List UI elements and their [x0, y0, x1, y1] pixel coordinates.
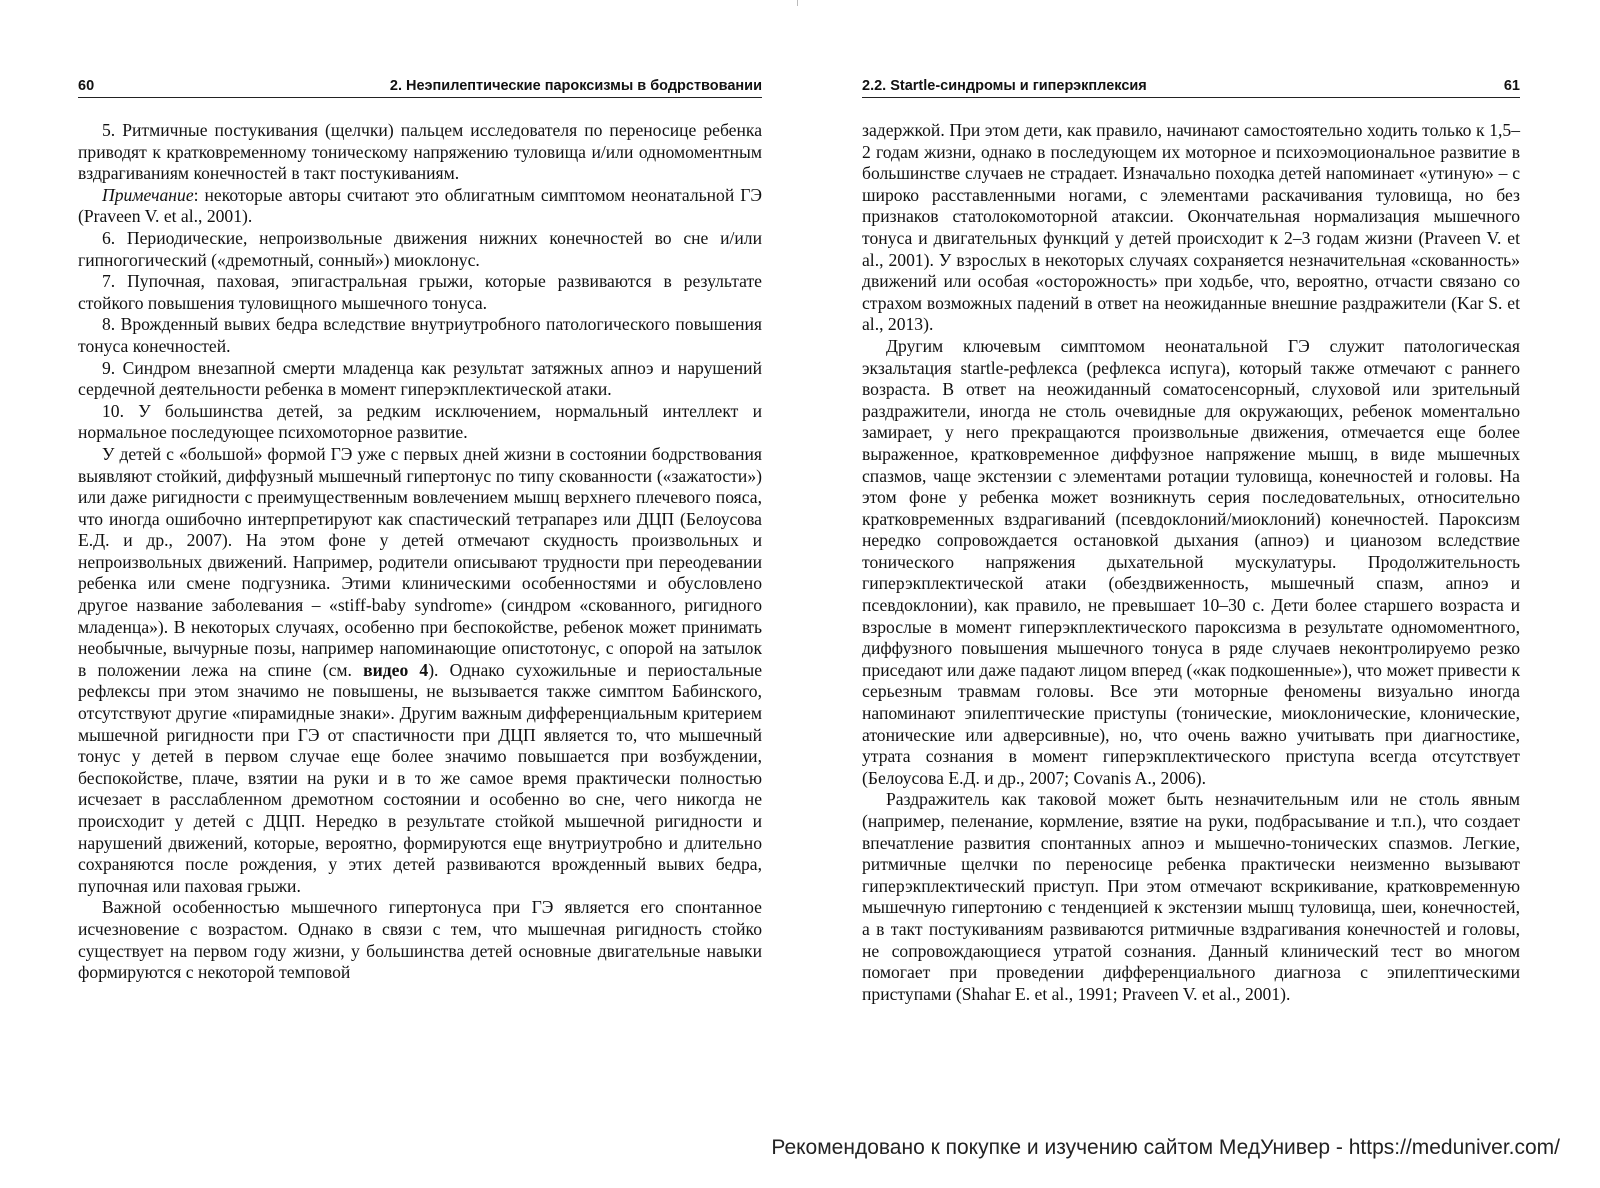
paragraph-item-8: 8. Врожденный вывих бедра вследствие внутриутробного патологического повышения тонуса конечностей. — [78, 314, 762, 356]
paragraph-item-9: 9. Синдром внезапной смерти младенца как результат затяжных апноэ и нарушений сердечной деятельности ребенка в момент гиперэкплектической атаки. — [78, 357, 762, 400]
note-label: Примечание — [102, 184, 194, 205]
paragraph-item-5: 5. Ритмичные постукивания (щелчки) пальцем исследователя по переносице ребенка приводят к кратковременному тоническому напряжению туловища и/или одномоментным вздрагиваниям конечностей в такт постукиваниям. — [78, 120, 762, 184]
footer-promo-link[interactable]: Рекомендовано к покупке и изучению сайтом МедУнивер - https://meduniver.com/ — [771, 1136, 1560, 1159]
paragraph-stimulus: Раздражитель как таковой может быть незначительным или не столь явным (например, пеленание, кормление, взятие на руки, подбрасывание и т.п.), что создает впечатление развития спонтанных апноэ и мышечно-тонических спазмов. Легкие, ритмичные щелчки по переносице ребенка практически неизменно вызывают гиперэкплектический приступ. При этом отмечают вскрикивание, кратковременную мышечную гипертонию с тенденцией к экстензии мышц туловища, шеи, конечностей, а в такт постукиваниям развиваются ритмичные вздрагивания конечностей и головы, не сопровождающиеся утратой сознания. Данный клинический тест во многом помогает при проведении дифференциального диагноза с эпилептическими приступами (Shahar E. et al., 1991; Praveen V. et al., 2001). — [862, 789, 1520, 1004]
left-body-text — [78, 120, 762, 984]
running-title-left: 2. Неэпилептические пароксизмы в бодрствовании — [389, 78, 762, 94]
paragraph-item-10: 10. У большинства детей, за редким исключением, нормальный интеллект и нормальное последующее психомоторное развитие. — [78, 400, 762, 443]
paragraph-big-form: У детей с «большой» формой ГЭ уже с первых дней жизни в состоянии бодрствования выявляют стойкий, диффузный мышечный гипертонус по типу скованности («зажатости») или даже ригидности с преимущественным вовлечением мышц верхнего плечевого пояса, что иногда ошибочно интерпретируют как спастический тетрапарез или ДЦП (Белоусова Е.Д. и др., 2007). На этом фоне у детей отмечают скудность произвольных и непроизвольных движений. Например, родители описывают трудности при переодевании ребенка или смене подгузника. Этими клиническими особенностями и обусловлено другое название заболевания – «stiff-baby syndrome» (синдром «скованного, ригидного младенца»). В некоторых случаях, особенно при беспокойстве, ребенок может принимать необычные, вычурные позы, например напоминающие опистотонус, с опорой на затылок в положении лежа на спине (см. видео 4). Однако сухожильные и периостальные рефлексы при этом значимо не повышены, не вызывается также симптом Бабинского, отсутствуют другие «пирамидные знаки». Другим важным дифференциальным критерием мышечной ригидности при ГЭ от спастичности при ДЦП является то, что мышечный тонус у детей в первом случае еще более значимо повышается при возбуждении, беспокойстве, плаче, взятии на руки и в то же самое время практически полностью исчезает в расслабленном дремотном состоянии и особенно во сне, чего никогда не происходит у детей с ДЦП. Нередко в результате стойкой мышечной ригидности и нарушений движений, которые, вероятно, формируются еще внутриутробно и длительно сохраняются после рождения, у этих детей развиваются врожденный вывих бедра, пупочная или паховая грыжи. — [78, 443, 763, 896]
paragraph-note: Примечание: некоторые авторы считают это облигатным симптомом неонатальной ГЭ (Praveen V. et al., 2001). — [78, 184, 762, 227]
left-page — [78, 0, 762, 1150]
running-head-right — [862, 72, 1520, 98]
page-number-left: 60 — [78, 78, 95, 94]
page-number-right: 61 — [1503, 78, 1520, 94]
paragraph-item-7: 7. Пупочная, паховая, эпигастральная грыжи, которые развиваются в результате стойкого повышения туловищного мышечного тонуса. — [78, 271, 762, 313]
right-body-text — [862, 120, 1520, 1005]
paragraph-item-6: 6. Периодические, непроизвольные движения нижних конечностей во сне и/или гипногогический («дремотный, сонный») миоклонус. — [78, 227, 762, 270]
paragraph-startle-reflex: Другим ключевым симптомом неонатальной ГЭ служит патологическая экзальтация startle-рефлекса (рефлекса испуга), который также отмечают с раннего возраста. В ответ на неожиданный соматосенсорный, слуховой или зрительный раздражители, иногда не столь очевидные для окружающих, ребенок моментально замирает, у него прекращаются произвольные движения, отмечается еще более выраженное, кратковременное диффузное напряжение мышц, в виде мышечных спазмов, чаще экстензии с элементами ротации туловища, конечностей и головы. На этом фоне у ребенка может возникнуть серия последовательных, относительно кратковременных вздрагиваний (псевдоклоний/миоклоний) конечностей. Пароксизм нередко сопровождается остановкой дыхания (апноэ) и цианозом вследствие тонического напряжения дыхательной мускулатуры. Продолжительность гиперэкплектической атаки (обездвиженность, мышечный спазм, апноэ и псевдоклонии), как правило, не превышает 10–30 с. Дети более старшего возраста и взрослые в момент гиперэкплектического пароксизма в результате одномоментного, диффузного повышения мышечного тонуса в ряде случаев неконтролируемо резко приседают или даже падают лицом вперед («как подкошенные»), что может привести к серьезным травмам головы. Все эти моторные феномены визуально иногда напоминают эпилептические приступы (тонические, миоклонические, клонические, атонические или адверсивные), но, что очень важно учитывать при диагностике, утрата сознания в момент гиперэкплектического приступа всегда отсутствует (Белоусова Е.Д. и др., 2007; Covanis A., 2006). — [862, 335, 1520, 788]
right-page — [862, 0, 1520, 1150]
paragraph-hypertonus: Важной особенностью мышечного гипертонуса при ГЭ является его спонтанное исчезновение с возрастом. Однако в связи с тем, что мышечная ригидность стойко существует на первом году жизни, у большинства детей основные двигательные навыки формируются с некоторой темповой — [78, 897, 762, 983]
running-title-right: 2.2. Startle-синдромы и гиперэкплексия — [862, 78, 1147, 94]
video-reference: видео 4 — [363, 659, 429, 680]
gutter-mark — [797, 0, 798, 6]
paragraph-continuation: задержкой. При этом дети, как правило, начинают самостоятельно ходить только к 1,5–2 годам жизни, однако в последующем их моторное и психоэмоциональное развитие в большинстве случаев не страдает. Изначально походка детей напоминает «утиную» – с широко расставленными ногами, с элементами раскачивания туловища, но без признаков статолокомоторной атаксии. Окончательная нормализация мышечного тонуса и двигательных функций у детей происходит к 2–3 годам жизни (Praveen V. et al., 2001). У взрослых в некоторых случаях сохраняется незначительная «скованность» движений или особая «осторожность» при ходьбе, что, вероятно, отчасти связано со страхом возможных падений в ответ на неожиданные внешние раздражители (Kar S. et al., 2013). — [862, 120, 1520, 335]
running-head-left — [78, 72, 762, 98]
